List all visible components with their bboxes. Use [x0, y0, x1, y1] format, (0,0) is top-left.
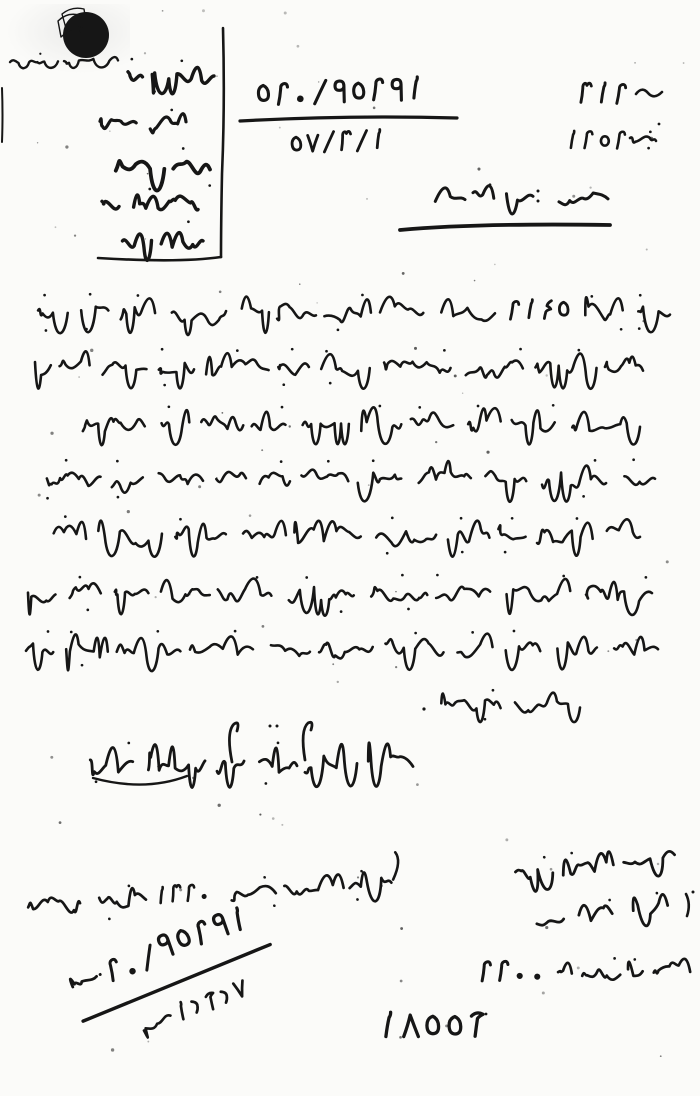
signature-line [65, 716, 425, 808]
subject-line [395, 178, 617, 242]
ref-marks-block [556, 74, 690, 166]
stray-pen-mark [680, 888, 698, 924]
doc-number-block [240, 70, 465, 166]
transmit-time [469, 936, 699, 1002]
body-line [415, 676, 595, 732]
margin-note-box [90, 24, 235, 269]
serial-number [370, 1000, 510, 1058]
